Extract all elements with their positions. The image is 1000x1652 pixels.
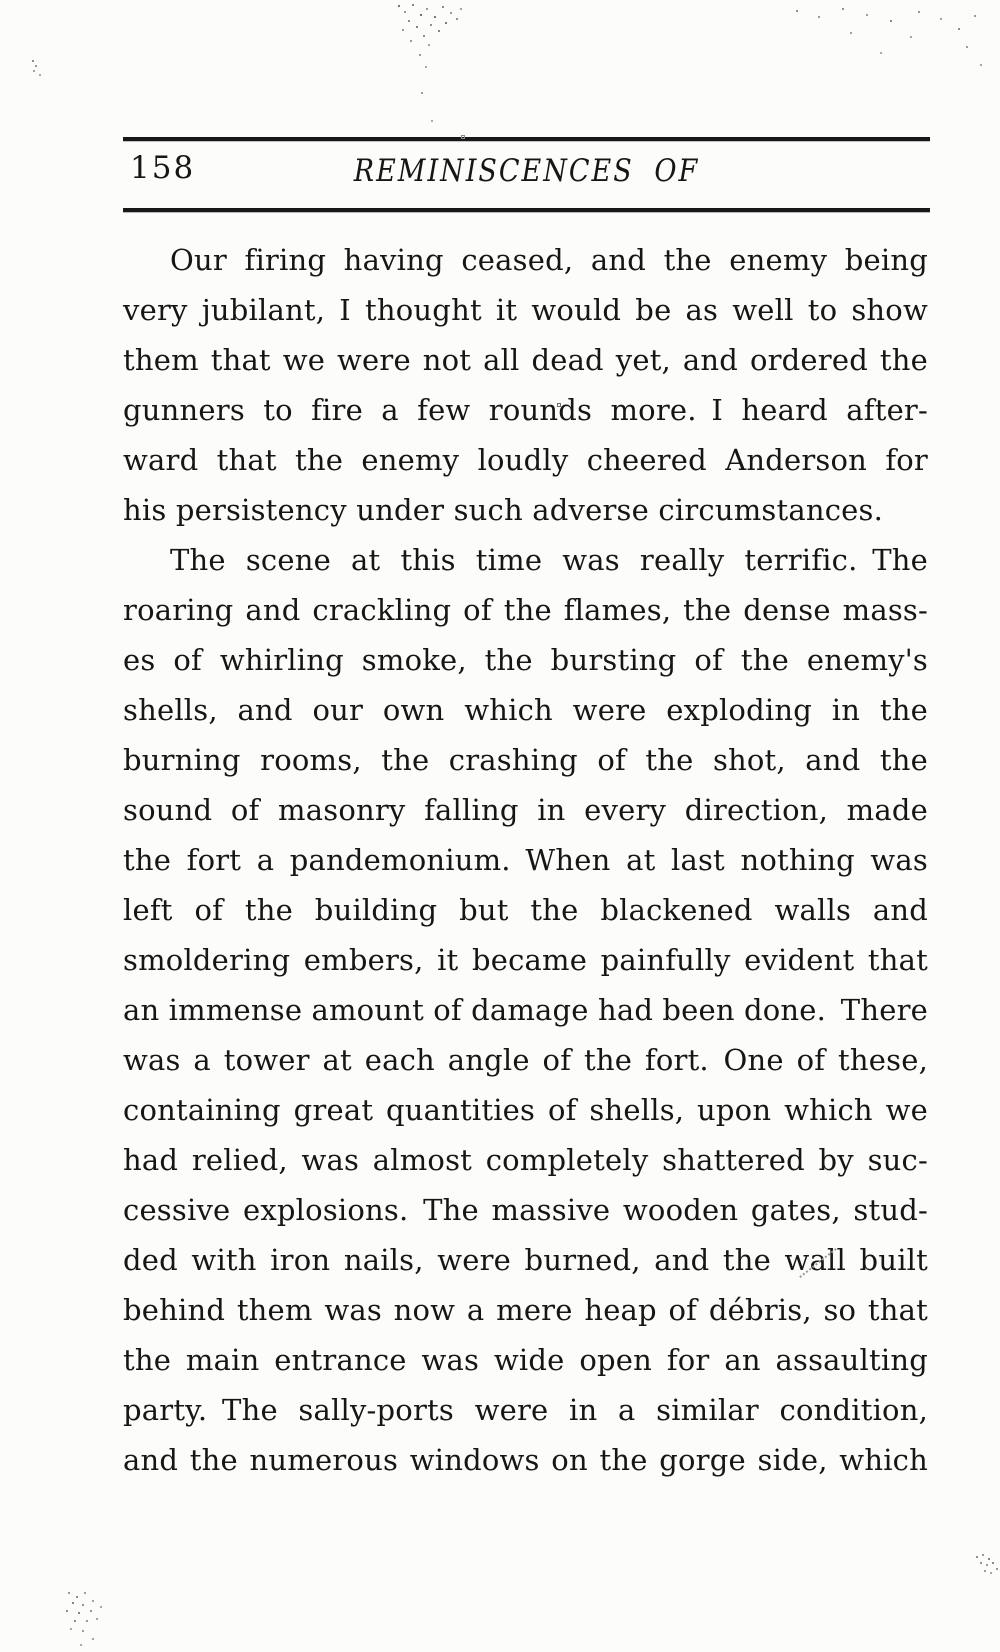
header-rule-bottom xyxy=(123,208,930,212)
scan-speckle-top-center xyxy=(390,2,392,4)
text-line: gunners to fire a few rounds more. I heard after- xyxy=(123,393,928,427)
text-line: containing great quantities of shells, upon which we xyxy=(123,1093,928,1127)
text-line: shells, and our own which were exploding in the xyxy=(123,693,928,727)
header-rule-top xyxy=(123,137,930,141)
text-line: his persistency under such adverse circumstances. xyxy=(123,493,884,527)
text-line: behind them was now a mere heap of débris, so that xyxy=(123,1293,928,1327)
scan-mark-bottom-right xyxy=(972,1552,974,1554)
text-line: ward that the enemy loudly cheered Anderson for xyxy=(123,443,928,477)
paragraph-1 xyxy=(123,235,928,535)
paragraph-2 xyxy=(123,535,928,1485)
text-line: burning rooms, the crashing of the shot, and the xyxy=(123,743,928,777)
scan-dot xyxy=(462,136,464,138)
running-header-title: REMINISCENCES OF xyxy=(353,153,700,190)
text-line: an immense amount of damage had been done. There xyxy=(123,993,928,1027)
text-line: roaring and crackling of the flames, the dense mass- xyxy=(123,593,928,627)
text-line: smoldering embers, it became painfully evident that xyxy=(123,943,928,977)
scan-mark-left xyxy=(30,58,32,60)
scan-speckle-top-right xyxy=(790,6,792,8)
text-line: left of the building but the blackened walls and xyxy=(123,893,928,927)
text-line: The scene at this time was really terrific. The xyxy=(170,543,928,577)
text-line: es of whirling smoke, the bursting of the enemy's xyxy=(123,643,928,677)
text-line: Our firing having ceased, and the enemy being xyxy=(170,243,928,277)
page-number: 158 xyxy=(130,150,196,186)
text-line: cessive explosions. The massive wooden gates, stud- xyxy=(123,1193,928,1227)
text-line: the fort a pandemonium. When at last nothing was xyxy=(123,843,928,877)
text-line: was a tower at each angle of the fort. One of these, xyxy=(123,1043,928,1077)
text-line: sound of masonry falling in every direction, made xyxy=(123,793,928,827)
text-line: party. The sally-ports were in a similar condition, xyxy=(123,1393,928,1427)
text-line: the main entrance was wide open for an assaulting xyxy=(123,1343,928,1377)
text-line: very jubilant, I thought it would be as well to show xyxy=(123,293,928,327)
text-line: them that we were not all dead yet, and ordered the xyxy=(123,343,928,377)
text-line: ded with iron nails, were burned, and the wall built xyxy=(123,1243,928,1277)
scan-smudge-bottom-left xyxy=(58,1586,60,1588)
page-body xyxy=(123,235,928,1485)
text-line: and the numerous windows on the gorge side, which xyxy=(123,1443,928,1477)
text-line: had relied, was almost completely shattered by suc- xyxy=(123,1143,928,1177)
scan-dot xyxy=(558,404,560,406)
